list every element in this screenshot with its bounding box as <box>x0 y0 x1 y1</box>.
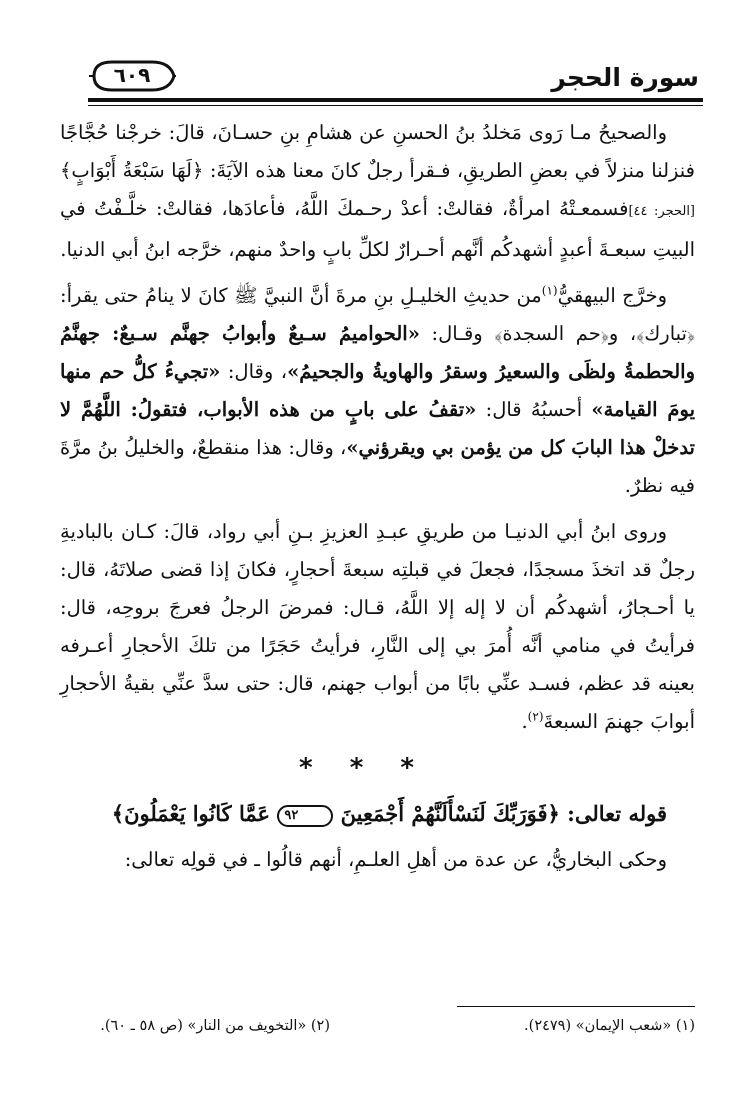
verse-reference: [الحجر: ٤٤] <box>628 204 696 219</box>
verse-text-2: عَمَّا كَانُوا يَعْمَلُونَ﴾ <box>111 801 271 826</box>
page-header <box>88 55 703 103</box>
footnote-rule <box>457 1006 695 1007</box>
paragraph-1 <box>60 114 695 269</box>
paragraph-4: وحكى البخاريُّ، عن عدة من أهلِ العلـمِ، أنهم قالُوا ـ في قولِه تعالى: <box>124 848 667 871</box>
page-number: ٦٠٩ <box>113 63 151 87</box>
verse-text-1: ﴿فَوَرَبِّكَ لَنَسْأَلَنَّهُمْ أَجْمَعِينَ <box>340 801 560 826</box>
paragraph-2-end: ، وقال: هذا منقطعٌ، والخليلُ بنُ مرَّةَ فيه نظرٌ. <box>60 436 695 497</box>
verse-heading <box>60 795 695 833</box>
surah-title: سورة الحجر <box>551 63 699 92</box>
footnote-2: (٢) «التخويف من النار» (ص ٥٨ ـ ٦٠). <box>100 1018 330 1034</box>
paragraph-3 <box>60 513 695 741</box>
paragraph-2 <box>60 277 695 505</box>
footnote-mark-2: (٢) <box>527 709 544 724</box>
main-text <box>60 114 695 887</box>
paragraph-2-start: وخرَّج البيهقيُّ <box>557 284 667 307</box>
hadith-quote-2: «تجيءُ كلُّ حم منها يومَ القيامة» <box>60 360 695 421</box>
paragraph-3-text: وروى ابنُ أبي الدنيـا من طريقِ عبـدِ العزيزِ بـنِ أبي رواد، قالَ: كـان بالباديةِ رجلٌ قد اتخذَ مسجدًا، فجعلَ في قبلتِه سبعةَ أحجارٍ، فكانَ إذا قضى صلاتَهُ، قال: يا أحـجارُ، أشهدكُم أن لا إله إلا اللَّهُ، قـال: فمرضَ الرجلُ فعرجَ بروحِه، قال: فرأيتُ في منامي أنَّه أُمرَ بي إلى النَّارِ، فرأيتُ حَجَرًا من تلكَ الأحجارِ أعـرفه بعينه قد عظم، فسـد عنِّي بابًا من أبواب جهنم، قال: حتى سدَّ عنِّي بقيةُ الأحجارِ أبوابَ جهنمَ السبعةَ <box>60 520 695 733</box>
footnote-mark-1: (١) <box>541 283 558 298</box>
paragraph-2-text-3: أحسبُهُ قال: <box>476 398 592 421</box>
hadith-quote-1: «الحواميمُ سـبعٌ وأبوابُ جهنَّم سـبعٌ: جهنَّمُ والحطمةُ ولظَى والسعيرُ وسقرُ والهاويةُ والجحيمُ» <box>60 322 696 383</box>
section-separator: * * * <box>299 753 428 783</box>
page-number-badge <box>88 59 176 93</box>
hadith-quote-3: «تقفُ على بابٍ من هذه الأبواب، فتقولُ: اللَّهُمَّ لا تدخلْ هذا البابَ كل من يؤمن بي ويقرؤني» <box>60 398 695 459</box>
footnote-1: (١) «شعب الإيمان» (٢٤٧٩). <box>524 1018 695 1034</box>
paragraph-2-mid: من حديثِ الخليـلِ بنِ مرةَ أنَّ النبيَّ ﷺ كانَ لا ينامُ حتى يقرأ: ﴿تبارك﴾، و﴿حم السجدة﴾ وقـال: <box>60 284 695 345</box>
paragraph-3-end: . <box>521 710 528 733</box>
ayah-number-badge: ٩٢ <box>277 805 333 827</box>
header-rule-thin <box>88 105 703 106</box>
paragraph-1-text: والصحيحُ مـا رَوى مَخلدُ بنُ الحسنِ عن هشامِ بنِ حسـانَ، قالَ: خرجْنا حُجَّاجًا فنزلنا منزلاً في بعضِ الطريقِ، فـقرأ رجلٌ كانَ معنا هذه الآيَةَ: ﴿لَهَا سَبْعَةُ أَبْوَابٍ﴾ <box>60 121 695 182</box>
paragraph-1-rest: فسمعـتْهُ امرأةٌ، فقالتْ: أعدْ رحـمكَ اللَّهُ، فأعادَها، فقالتْ: خلَّـفْتُ في البيتِ سبعـةَ أعبدٍ أشهدكُم أنَّهم أحـرارٌ لكلِّ بابٍ واحدٌ منهم، خرَّجه ابنُ أبي الدنيا. <box>60 197 695 261</box>
header-rule-thick <box>88 98 703 102</box>
verse-prefix: قوله تعالى: <box>567 801 667 826</box>
paragraph-2-text-2: ، وقال: <box>220 360 288 383</box>
